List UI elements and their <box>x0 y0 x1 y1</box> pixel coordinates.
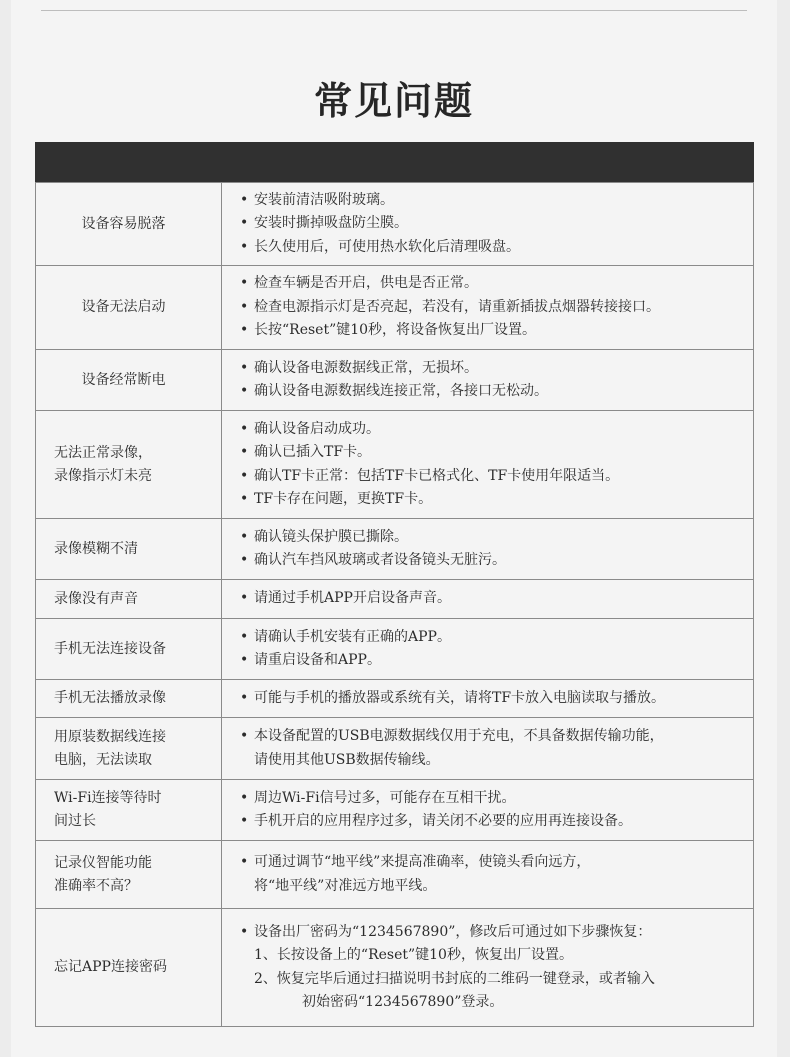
faq-answer-text: 确认TF卡正常：包括TF卡已格式化、TF卡使用年限适当。 <box>254 467 620 484</box>
faq-answer-step: 1、长按设备上的“Reset”键10秒，恢复出厂设置。 <box>254 947 573 963</box>
faq-question: Wi-Fi连接等待时 间过长 <box>54 790 162 829</box>
bullet-icon: • <box>240 689 249 706</box>
bullet-icon: • <box>240 444 249 460</box>
faq-row <box>35 266 754 350</box>
faq-answer-item <box>240 236 753 260</box>
faq-answer-text: 确认设备启动成功。 <box>254 420 380 437</box>
faq-answer-continuation: 将“地平线”对准远方地平线。 <box>254 877 437 894</box>
faq-question-cell <box>36 519 222 579</box>
faq-row <box>35 182 754 266</box>
faq-answer-item <box>240 810 753 834</box>
faq-answer-text: 确认设备电源数据线正常，无损坏。 <box>254 359 478 376</box>
bullet-icon: • <box>240 322 249 339</box>
bullet-icon: • <box>240 923 249 940</box>
bullet-icon: • <box>240 191 249 208</box>
faq-answer-text: 检查车辆是否开启，供电是否正常。 <box>254 275 478 292</box>
faq-answer-text: 可通过调节“地平线”来提高准确率，使镜头看向远方， <box>254 854 591 870</box>
faq-question: 录像没有声音 <box>54 590 138 607</box>
faq-answer-item <box>240 787 753 811</box>
faq-answer-item <box>240 212 753 236</box>
faq-question: 手机无法连接设备 <box>54 640 166 657</box>
bullet-icon: • <box>240 215 249 232</box>
faq-answer-text: 确认汽车挡风玻璃或者设备镜头无脏污。 <box>254 552 506 568</box>
bullet-icon: • <box>240 552 249 568</box>
faq-answer-cell <box>222 619 753 679</box>
faq-answer-item <box>240 687 753 711</box>
bullet-icon: • <box>240 467 249 484</box>
faq-row <box>35 350 754 411</box>
faq-question: 设备经常断电 <box>81 371 166 388</box>
faq-question-cell <box>36 183 222 265</box>
faq-answer-text: 确认设备电源数据线连接正常，各接口无松动。 <box>254 383 548 399</box>
faq-question: 忘记APP连接密码 <box>54 959 167 975</box>
faq-answer-text: 确认已插入TF卡。 <box>254 444 372 460</box>
faq-question-cell <box>36 841 222 908</box>
faq-answer-cell <box>222 580 753 618</box>
faq-answer-text: 可能与手机的播放器或系统有关，请将TF卡放入电脑读取与播放。 <box>254 689 666 706</box>
faq-answer-item <box>240 441 753 465</box>
bullet-icon: • <box>240 813 249 829</box>
page-title: 常见问题 <box>313 79 474 123</box>
faq-row <box>35 680 754 718</box>
bullet-icon: • <box>240 854 249 870</box>
faq-question-cell <box>36 266 222 349</box>
faq-question-cell <box>36 411 222 518</box>
faq-question-cell <box>36 718 222 779</box>
bullet-icon: • <box>240 359 249 376</box>
faq-answer-item <box>240 587 753 611</box>
faq-answer-item <box>240 418 753 442</box>
faq-answer-cell <box>222 519 753 579</box>
faq-answer-item <box>240 465 753 489</box>
faq-table-header-bar <box>35 142 754 182</box>
faq-answer-cell <box>222 718 753 779</box>
faq-question: 设备无法启动 <box>81 299 166 315</box>
faq-question-cell <box>36 780 222 840</box>
faq-answer-cell <box>222 909 753 1026</box>
faq-answer-text: 安装前清洁吸附玻璃。 <box>254 191 394 208</box>
faq-answer-cell <box>222 841 753 908</box>
bullet-icon: • <box>240 298 249 315</box>
faq-question-cell <box>36 619 222 679</box>
faq-question: 用原装数据线连接 电脑，无法读取 <box>54 728 166 768</box>
faq-question-cell <box>36 909 222 1026</box>
faq-answer-text: 手机开启的应用程序过多，请关闭不必要的应用再连接设备。 <box>254 813 632 829</box>
faq-answer-text: 请确认手机安装有正确的APP。 <box>254 628 451 645</box>
faq-answer-item <box>240 549 753 573</box>
faq-answer-text: 请通过手机APP开启设备声音。 <box>254 590 451 607</box>
faq-row <box>35 519 754 580</box>
faq-answer-text: 长按“Reset”键10秒，将设备恢复出厂设置。 <box>254 322 537 339</box>
faq-answer-item <box>240 272 753 296</box>
faq-answer-continuation: 请使用其他USB数据传输线。 <box>254 751 440 768</box>
bullet-icon: • <box>240 628 249 645</box>
faq-question-cell <box>36 580 222 618</box>
faq-question: 录像模糊不清 <box>54 540 138 557</box>
faq-answer-item <box>240 319 753 343</box>
faq-answer-text: 请重启设备和APP。 <box>254 652 381 668</box>
faq-question: 手机无法播放录像 <box>54 690 166 706</box>
faq-answer-text: 检查电源指示灯是否亮起，若没有，请重新插拔点烟器转接接口。 <box>254 298 660 315</box>
faq-answer-text: 本设备配置的USB电源数据线仅用于充电，不具备数据传输功能， <box>254 728 664 744</box>
bullet-icon: • <box>240 491 249 507</box>
faq-answer-item <box>240 189 753 213</box>
faq-answer-cell <box>222 266 753 349</box>
faq-question-cell <box>36 350 222 410</box>
faq-answer-cell <box>222 411 753 518</box>
faq-row <box>35 841 754 909</box>
faq-answer-cell <box>222 350 753 410</box>
faq-answer-item <box>240 649 753 673</box>
faq-answer-item <box>240 725 753 749</box>
faq-row <box>35 909 754 1027</box>
faq-answer-item <box>240 851 753 875</box>
faq-answer-cell <box>222 780 753 840</box>
faq-answer-text: 确认镜头保护膜已撕除。 <box>254 528 408 545</box>
bullet-icon: • <box>240 275 249 292</box>
bullet-icon: • <box>240 728 249 744</box>
faq-answer-item <box>240 526 753 550</box>
faq-row <box>35 411 754 519</box>
bullet-icon: • <box>240 420 249 437</box>
faq-answer-item <box>240 357 753 381</box>
faq-answer-text: TF卡存在问题，更换TF卡。 <box>254 491 433 507</box>
faq-answer-item <box>240 488 753 512</box>
faq-answer-text: 安装时撕掉吸盘防尘膜。 <box>254 215 408 232</box>
faq-answer-item <box>240 921 753 945</box>
faq-answer-item <box>240 626 753 650</box>
bullet-icon: • <box>240 590 249 607</box>
faq-row <box>35 580 754 619</box>
faq-row <box>35 619 754 680</box>
faq-question: 设备容易脱落 <box>81 215 166 232</box>
faq-answer-item <box>240 380 753 404</box>
faq-answer-text: 长久使用后，可使用热水软化后清理吸盘。 <box>254 238 520 255</box>
top-divider <box>41 10 747 11</box>
faq-row <box>35 780 754 841</box>
bullet-icon: • <box>240 789 249 806</box>
faq-answer-cell <box>222 680 753 717</box>
faq-answer-cell <box>222 183 753 265</box>
bullet-icon: • <box>240 238 249 255</box>
faq-question: 无法正常录像， 录像指示灯未亮 <box>54 444 152 484</box>
faq-question-cell <box>36 680 222 717</box>
faq-answer-step-continuation: 初始密码“1234567890”登录。 <box>302 994 504 1010</box>
faq-answer-text: 设备出厂密码为“1234567890”，修改后可通过如下步骤恢复： <box>254 923 652 940</box>
page <box>11 0 777 1057</box>
bullet-icon: • <box>240 652 249 668</box>
bullet-icon: • <box>240 383 249 399</box>
faq-answer-step: 2、恢复完毕后通过扫描说明书封底的二维码一键登录，或者输入 <box>254 970 655 987</box>
bullet-icon: • <box>240 528 249 545</box>
faq-answer-text: 周边Wi-Fi信号过多，可能存在互相干扰。 <box>254 789 516 806</box>
faq-row <box>35 718 754 780</box>
faq-question: 记录仪智能功能 准确率不高？ <box>54 854 152 894</box>
faq-answer-item <box>240 296 753 320</box>
